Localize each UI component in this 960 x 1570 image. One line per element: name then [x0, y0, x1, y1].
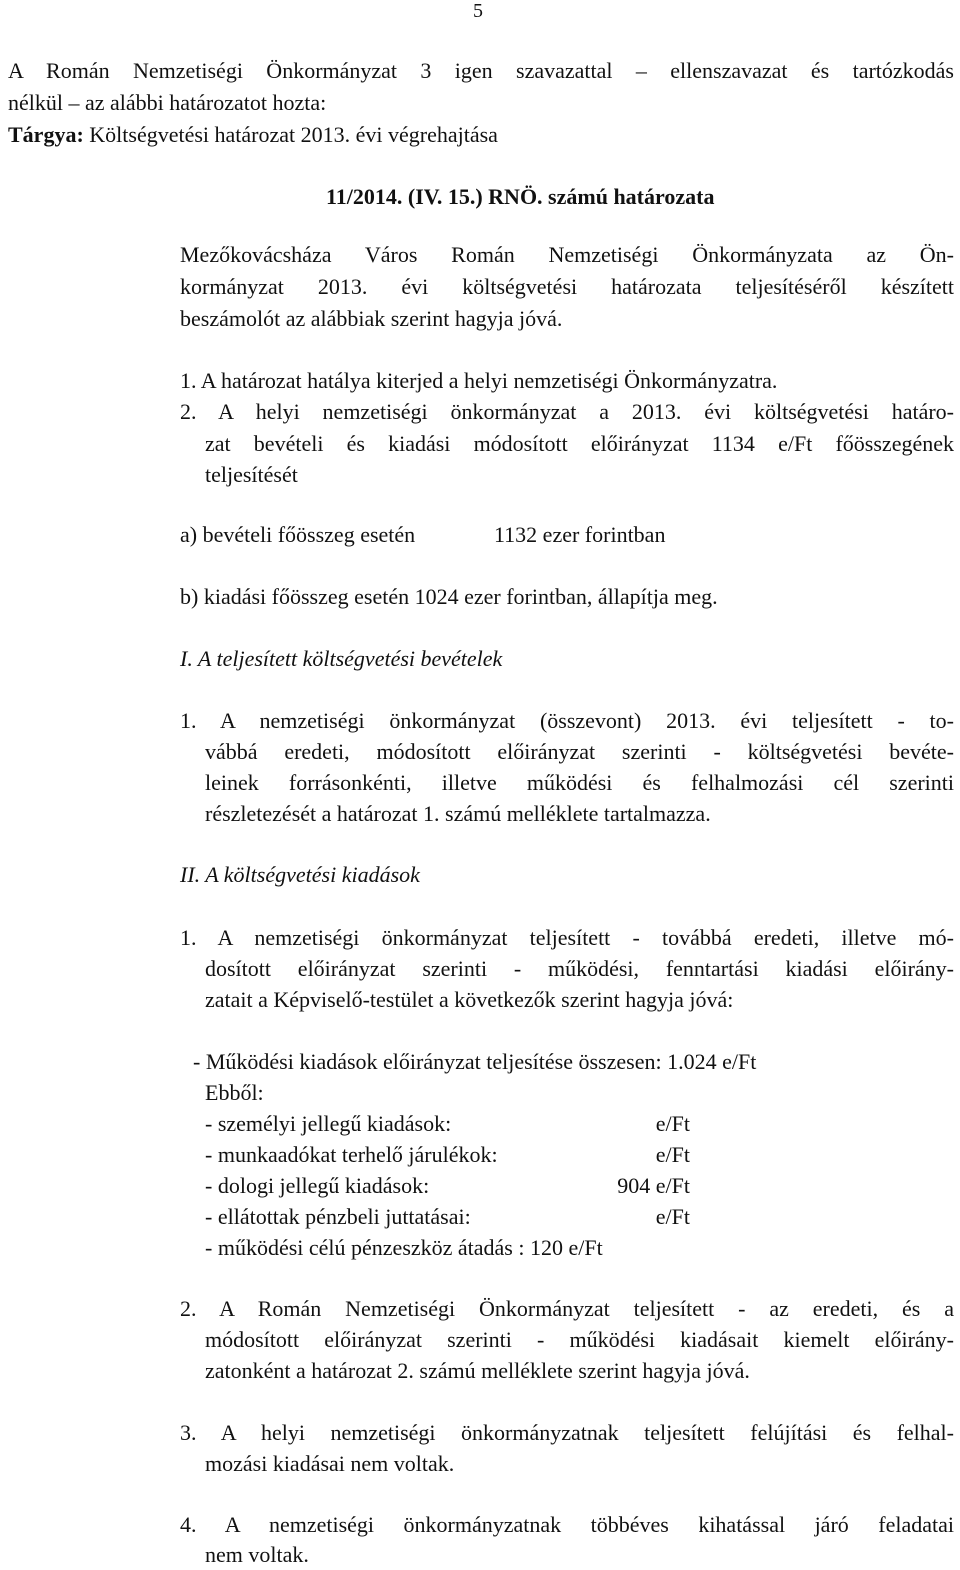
section-2-heading: II. A költségvetési kiadások: [180, 862, 420, 887]
section-1-line-4: részletezését a határozat 1. számú melléklete tartalmazza.: [205, 801, 711, 826]
opening-line-2: kormányzat 2013. évi költségvetési határozata teljesítéséről készített: [180, 274, 954, 299]
section-2-p3-line-1: 3. A helyi nemzetiségi önkormányzatnak teljesített felújítási és felhal-: [180, 1420, 954, 1445]
subject-text: Költségvetési határozat 2013. évi végrehajtása: [83, 122, 498, 147]
point-a-label: a) bevételi főösszeg esetén: [180, 522, 416, 547]
opening-line-3: beszámolót az alábbiak szerint hagyja jóvá.: [180, 306, 563, 331]
point-2-line-1: 2. A helyi nemzetiségi önkormányzat a 2013. évi költségvetési határo-: [180, 399, 954, 424]
section-2-p2-line-1: 2. A Román Nemzetiségi Önkormányzat teljesített - az eredeti, és a: [180, 1296, 954, 1321]
section-2-p1-line-3: zatait a Képviselő-testület a következők szerint hagyja jóvá:: [205, 987, 734, 1012]
point-b: b) kiadási főösszeg esetén 1024 ezer forintban, állapítja meg.: [180, 584, 718, 609]
subject-line: [8, 120, 498, 150]
point-2-line-3: teljesítését: [205, 462, 298, 487]
section-1-line-1: 1. A nemzetiségi önkormányzat (összevont) 2013. évi teljesített - to-: [180, 708, 954, 733]
section-2-p2-line-3: zatonként a határozat 2. számú melléklete szerint hagyja jóvá.: [205, 1358, 750, 1383]
total-line: - Működési kiadások előirányzat teljesítése összesen: 1.024 e/Ft: [193, 1049, 757, 1074]
item-value-1: e/Ft: [655, 1111, 690, 1136]
point-2-line-2: zat bevételi és kiadási módosított előirányzat 1134 e/Ft főösszegének: [205, 431, 954, 456]
section-2-p2-line-2: módosított előirányzat szerinti - működési kiadásait kiemelt előirány-: [205, 1327, 954, 1352]
section-1-heading: I. A teljesített költségvetési bevételek: [180, 646, 503, 671]
resolution-title: 11/2014. (IV. 15.) RNÖ. számú határozata: [326, 184, 715, 209]
section-2-p1-line-1: 1. A nemzetiségi önkormányzat teljesített - továbbá eredeti, illetve mó-: [180, 925, 954, 950]
intro-line-1: A Román Nemzetiségi Önkormányzat 3 igen szavazattal – ellenszavazat és tartózkodás: [8, 58, 954, 83]
item-label-1: - személyi jellegű kiadások:: [205, 1111, 452, 1136]
point-1: 1. A határozat hatálya kiterjed a helyi nemzetiségi Önkormányzatra.: [180, 368, 778, 393]
section-2-p4-line-2: nem voltak.: [205, 1542, 309, 1567]
section-1-line-2: vábbá eredeti, módosított előirányzat szerinti - költségvetési bevéte-: [205, 739, 954, 764]
section-2-p3-line-2: mozási kiadásai nem voltak.: [205, 1451, 455, 1476]
intro-line-2: nélkül – az alábbi határozatot hozta:: [8, 90, 327, 115]
item-value-4: e/Ft: [655, 1204, 690, 1229]
item-value-3: 904 e/Ft: [617, 1173, 690, 1198]
subject-label: Tárgya:: [8, 122, 84, 147]
opening-line-1: Mezőkovácsháza Város Román Nemzetiségi Önkormányzata az Ön-: [180, 242, 954, 267]
item-value-2: e/Ft: [655, 1142, 690, 1167]
section-1-line-3: leinek forrásonkénti, illetve működési és felhalmozási cél szerinti: [205, 770, 954, 795]
item-label-3: - dologi jellegű kiadások:: [205, 1173, 430, 1198]
item-label-4: - ellátottak pénzbeli juttatásai:: [205, 1204, 471, 1229]
last-item: - működési célú pénzeszköz átadás : 120 e/Ft: [205, 1235, 603, 1260]
page-number: 5: [473, 0, 483, 22]
ebbol-label: Ebből:: [205, 1080, 264, 1105]
section-2-p1-line-2: dosított előirányzat szerinti - működési, fenntartási kiadási előirány-: [205, 956, 954, 981]
item-label-2: - munkaadókat terhelő járulékok:: [205, 1142, 498, 1167]
point-a-value: 1132 ezer forintban: [494, 522, 666, 547]
section-2-p4-line-1: 4. A nemzetiségi önkormányzatnak többéves kihatással járó feladatai: [180, 1512, 954, 1537]
